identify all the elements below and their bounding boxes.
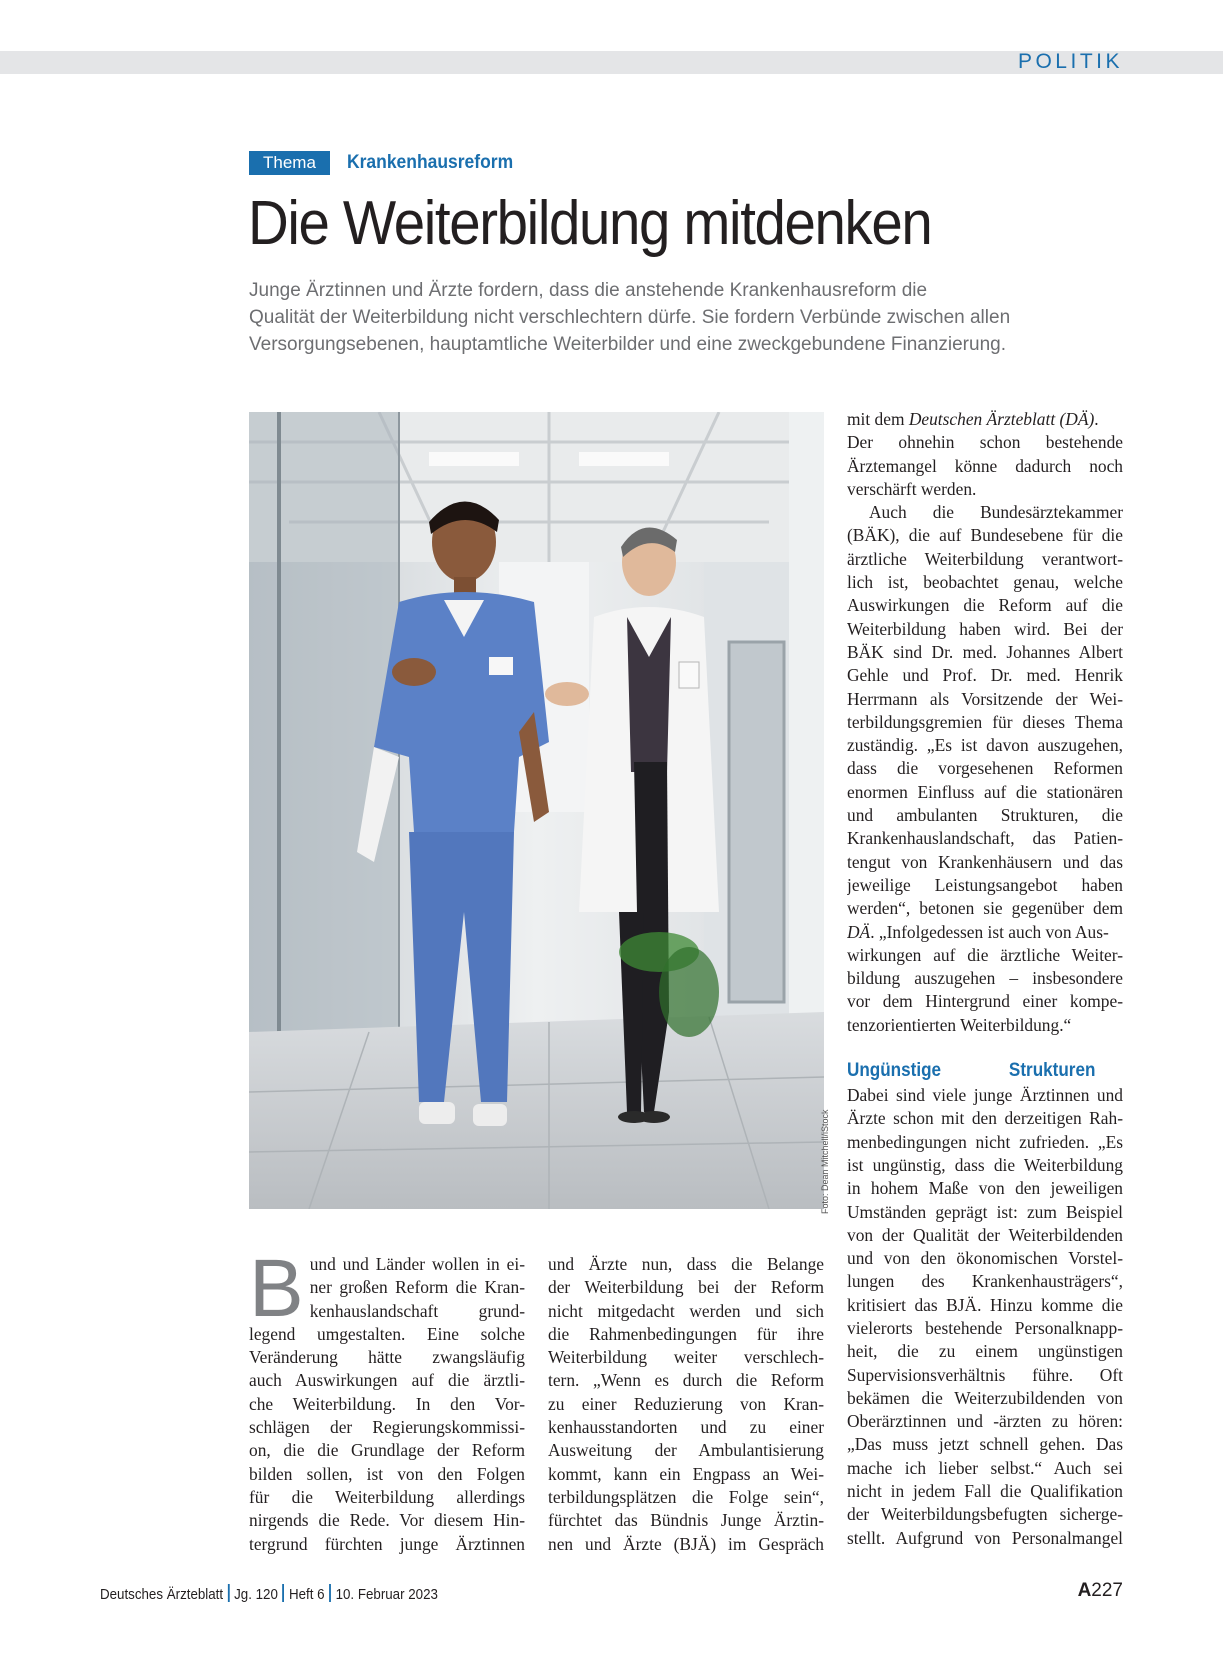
headline: Die Weiterbildung mitdenken (248, 189, 932, 258)
body-line: tenzorientierten Weiterbildung.“ (847, 1014, 1072, 1035)
body-line: jeweilige Leistungsangebot haben (847, 874, 1123, 895)
footer-separator (228, 1584, 230, 1602)
body-line: wirkungen auf die ärztliche Weiter- (847, 944, 1123, 965)
body-line: der Weiterbildung bei der Reform (548, 1277, 824, 1298)
issue: Heft 6 (288, 1587, 325, 1603)
body-line: tergrund fürchten junge Ärztinnen (249, 1533, 525, 1554)
page-prefix: A (1077, 1580, 1092, 1601)
body-line: lich ist, beobachtet genau, welche (847, 572, 1123, 593)
footer-separator (283, 1584, 285, 1602)
body-line: fürchtet das Bündnis Junge Ärztin- (548, 1510, 824, 1531)
body-line: Dabei sind viele junge Ärztinnen und (847, 1085, 1123, 1106)
body-line: „Das muss jetzt schnell gehen. Das (847, 1434, 1123, 1455)
body-line: verschärft werden. (847, 478, 977, 499)
body-line: terbildungsplätzen die Folge sein“, (548, 1486, 824, 1507)
publication-title: Deutsches Ärzteblatt (100, 1587, 224, 1603)
body-column-3 (847, 408, 1123, 1550)
body-line: tengut von Krankenhäusern und das (847, 851, 1123, 872)
body-line: legend umgestalten. Eine solche (249, 1323, 525, 1344)
body-line: zu einer Reduzierung von Kran- (548, 1393, 824, 1414)
body-line: nen und Ärzte (BJÄ) im Gespräch (548, 1533, 824, 1554)
body-column-1 (249, 1243, 525, 1556)
body-line: stellt. Aufgrund von Personalmangel (847, 1527, 1123, 1548)
body-line: vielerorts bestehende Personalknapp- (847, 1317, 1123, 1338)
body-line (847, 921, 1123, 944)
body-line: Auswirkungen die Reform auf die (847, 595, 1123, 616)
body-line: ner großen Reform die Kran- (309, 1277, 525, 1298)
body-line: auch Auswirkungen auf die ärztli- (249, 1370, 525, 1391)
lead-line: Qualität der Weiterbildung nicht verschlechtern dürfe. Sie fordern Verbünde zwischen allen (249, 307, 1011, 328)
body-line: heit, die zu einem ungünstigen (847, 1341, 1123, 1362)
body-line: Gehle und Prof. Dr. med. Henrik (847, 665, 1123, 686)
issue-date: 10. Februar 2023 (335, 1587, 438, 1603)
body-text: . (1094, 409, 1099, 429)
photo-credit: Foto: Dean Mitchell/iStock (820, 1109, 830, 1214)
body-line: Ärzte schon mit den derzeitigen Rah- (847, 1108, 1123, 1129)
lead-paragraph (249, 277, 1109, 358)
body-line: menbedingungen nicht zufrieden. „Es (847, 1131, 1123, 1152)
body-line: mache ich lieber selbst.“ Auch sei (847, 1457, 1123, 1478)
page-number-value: 227 (1091, 1580, 1123, 1601)
body-line: Auch die Bundesärztekammer (869, 502, 1123, 523)
article-photo (249, 412, 824, 1209)
footer-citation (100, 1584, 438, 1603)
volume: Jg. 120 (234, 1587, 278, 1603)
body-line: ist ungünstig, dass die Weiterbildung (847, 1154, 1123, 1175)
body-line: on, die die Grundlage der Reform (249, 1440, 525, 1461)
body-line: che Weiterbildung. In den Vor- (249, 1393, 525, 1414)
body-line: enormen Einfluss auf die stationären (847, 781, 1123, 802)
body-line: Ausweitung der Ambulantisierung (548, 1440, 824, 1461)
thema-badge: Thema (249, 151, 330, 175)
topic-label: Krankenhausreform (347, 152, 514, 173)
body-line: nicht in jedem Fall die Qualifikation (847, 1481, 1123, 1502)
body-line: lungen des Krankenhausträgers“, (847, 1271, 1123, 1292)
body-column-2 (548, 1253, 824, 1556)
section-label: POLITIK (1017, 50, 1123, 73)
footer-separator (329, 1584, 331, 1602)
body-line: der Weiterbildungsbefugten sicherge- (847, 1504, 1123, 1525)
publication-name: Deutschen Ärzteblatt (DÄ) (908, 409, 1095, 429)
body-line: und ambulanten Strukturen, die (847, 805, 1123, 826)
dropcap: B (249, 1243, 304, 1334)
body-line: für die Weiterbildung allerdings (249, 1486, 525, 1507)
body-text: . „Infolgedessen ist auch von Aus- (870, 921, 1109, 942)
body-line: Weiterbildung haben wird. Bei der (847, 618, 1123, 639)
body-line: die Rahmenbedingungen für ihre (548, 1323, 824, 1344)
body-line: bilden sollen, ist von den Folgen (249, 1463, 525, 1484)
body-line: terbildungsgremien für dieses Thema (847, 711, 1123, 732)
body-line: Weiterbildung weiter verschlech- (548, 1347, 824, 1368)
body-line: Veränderung hätte zwangsläufig (249, 1347, 525, 1368)
body-line: tern. „Wenn es durch die Reform (548, 1370, 824, 1391)
body-line: Oberärztinnen und -ärzten zu hören: (847, 1411, 1123, 1432)
lead-line: Junge Ärztinnen und Ärzte fordern, dass die anstehende Krankenhausreform die (249, 280, 928, 301)
body-line: ärztliche Weiterbildung verantwort- (847, 548, 1123, 569)
body-line: Ärztemangel könne dadurch noch (847, 455, 1123, 476)
body-line: nirgends die Rede. Vor diesem Hin- (249, 1510, 525, 1531)
page-number (1078, 1580, 1123, 1602)
body-line: nicht mitgedacht werden und sich (548, 1300, 824, 1321)
body-line: schlägen der Regierungskommissi- (249, 1417, 525, 1438)
body-line (847, 408, 1123, 431)
publication-abbrev: DÄ (847, 921, 871, 942)
subheading: Ungünstige Strukturen (847, 1060, 1096, 1082)
body-line: kritisiert das BJÄ. Hinzu komme die (847, 1294, 1123, 1315)
hospital-corridor-illustration (249, 412, 824, 1209)
body-line: werden“, betonen sie gegenüber dem (847, 898, 1123, 919)
body-line: von der Qualität der Weiterbildenden (847, 1224, 1123, 1245)
body-line: vor dem Hintergrund einer kompe- (847, 991, 1123, 1012)
body-line: Herrmann als Vorsitzende der Wei- (847, 688, 1123, 709)
body-line: bildung auszugehen – insbesondere (847, 968, 1123, 989)
body-line: in hohem Maße von den jeweiligen (847, 1178, 1123, 1199)
body-line: kommt, kann ein Engpass an Wei- (548, 1463, 824, 1484)
body-line: zuständig. „Es ist davon auszugehen, (847, 735, 1123, 756)
body-line: dass die vorgesehenen Reformen (847, 758, 1123, 779)
body-line: Der ohnehin schon bestehende (847, 432, 1123, 453)
body-line: bekämen die Weiterzubildenden von (847, 1387, 1123, 1408)
body-line: und von den ökonomischen Vorstel- (847, 1248, 1123, 1269)
body-line: Umständen geprägt ist: zum Beispiel (847, 1201, 1123, 1222)
lead-line: Versorgungsebenen, hauptamtliche Weiterbilder und eine zweckgebundene Finanzierung. (249, 334, 1006, 355)
body-line: (BÄK), die auf Bundesebene für die (847, 525, 1123, 546)
body-line: Krankenhauslandschaft, das Patien- (847, 828, 1123, 849)
body-line: kenhauslandschaft grund- (309, 1300, 525, 1321)
body-line: kenhausstandorten und zu einer (548, 1417, 824, 1438)
body-line: Supervisionsverhältnis führe. Oft (847, 1364, 1123, 1385)
body-text: mit dem (847, 409, 909, 429)
body-line: und und Länder wollen in ei- (309, 1254, 525, 1274)
body-line: und Ärzte nun, dass die Belange (548, 1254, 824, 1274)
body-line: BÄK sind Dr. med. Johannes Albert (847, 641, 1123, 662)
